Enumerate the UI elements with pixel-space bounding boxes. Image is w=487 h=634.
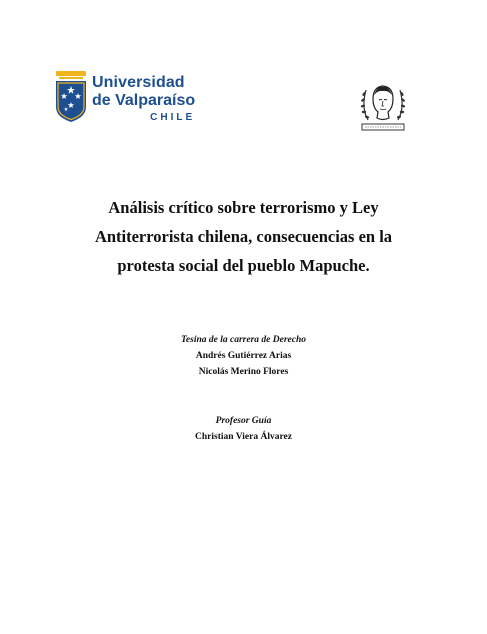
title-line: Análisis crítico sobre terrorismo y Ley: [108, 198, 379, 217]
title-line: protesta social del pueblo Mapuche.: [117, 256, 370, 275]
university-name: [92, 74, 195, 125]
university-name-line2: de Valparaíso: [92, 92, 196, 109]
university-name-line1: Universidad: [92, 74, 185, 91]
advisor-name: Christian Viera Álvarez: [195, 432, 292, 442]
author-name: Nicolás Merino Flores: [198, 367, 289, 377]
advisor-info: [60, 413, 427, 445]
shield-stars-icon: [55, 71, 87, 123]
author-name: Andrés Gutiérrez Arias: [195, 351, 292, 361]
thesis-info: [60, 332, 427, 380]
university-logo: [52, 70, 196, 128]
advisor-label: Profesor Guía: [215, 416, 272, 426]
document-title: [60, 193, 427, 280]
university-country: CHILE: [150, 112, 196, 123]
university-seal-icon: [358, 80, 408, 134]
thesis-type: Tesina de la carrera de Derecho: [181, 335, 306, 345]
title-line: Antiterrorista chilena, consecuencias en la: [94, 227, 393, 246]
